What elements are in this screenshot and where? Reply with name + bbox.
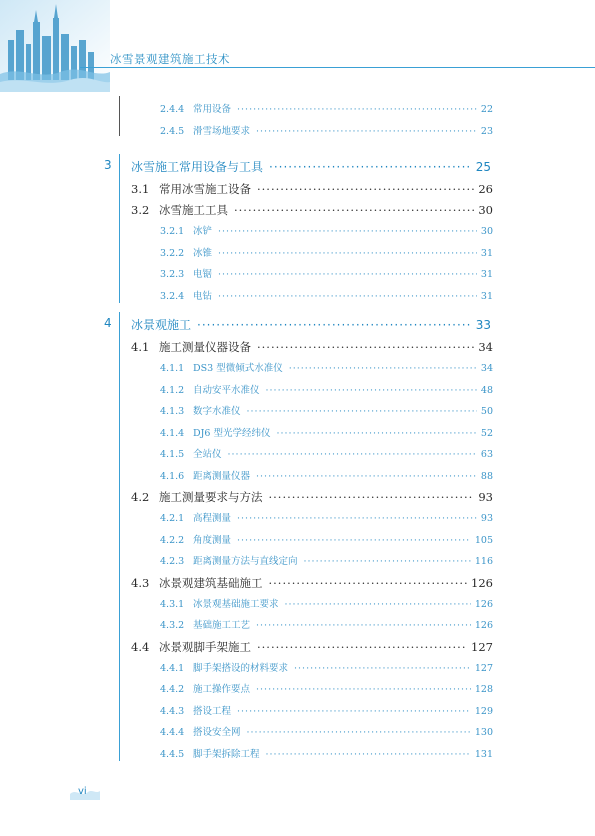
entry-number: 4.1.2 xyxy=(160,384,185,396)
chapter-page: 33 xyxy=(475,318,491,332)
toc-subsection-entry[interactable] xyxy=(160,724,493,738)
dot-leader xyxy=(234,203,474,217)
chapter-bar xyxy=(119,312,120,761)
entry-title: 搭设安全网 xyxy=(193,727,241,738)
toc-subsection-entry[interactable] xyxy=(160,596,493,610)
book-title: 冰雪景观建筑施工技术 xyxy=(110,52,230,66)
entry-number: 2.4.5 xyxy=(160,125,185,137)
entry-page: 105 xyxy=(474,534,493,546)
entry-number: 4.2.1 xyxy=(160,513,185,524)
entry-title: 滑雪场地要求 xyxy=(193,125,251,137)
dot-leader xyxy=(247,727,471,738)
toc-subsection-entry[interactable] xyxy=(160,288,493,302)
entry-number: 4.4.3 xyxy=(160,705,185,717)
entry-page: 126 xyxy=(471,575,493,590)
dot-leader xyxy=(228,449,477,460)
dot-leader xyxy=(294,663,471,674)
dot-leader xyxy=(266,385,477,396)
entry-page: 129 xyxy=(474,705,493,717)
entry-page: 31 xyxy=(480,290,493,302)
entry-page: 128 xyxy=(474,684,493,695)
entry-page: 30 xyxy=(480,226,493,237)
toc-subsection-entry[interactable] xyxy=(160,245,493,259)
entry-title: 冰铲 xyxy=(193,226,213,237)
dot-leader xyxy=(218,248,477,259)
entry-page: 130 xyxy=(474,727,493,738)
dot-leader xyxy=(269,490,475,504)
chapter-number: 4 xyxy=(104,316,112,330)
entry-title: 施工测量仪器设备 xyxy=(159,340,251,354)
toc-subsection-entry[interactable] xyxy=(160,703,493,717)
entry-title: 冰景观脚手架施工 xyxy=(159,639,251,654)
entry-page: 48 xyxy=(480,384,493,396)
entry-number: 4.1.4 xyxy=(160,427,185,439)
entry-title: 冰锥 xyxy=(193,247,213,259)
entry-number: 2.4.4 xyxy=(160,104,185,115)
dot-leader xyxy=(218,226,477,237)
entry-title: 数字水准仪 xyxy=(193,406,241,417)
dot-leader xyxy=(237,535,471,546)
entry-number: 4.1 xyxy=(131,340,150,354)
toc-section-entry[interactable] xyxy=(131,181,493,197)
entry-number: 4.1.5 xyxy=(160,449,185,460)
dot-leader xyxy=(257,182,474,196)
entry-page: 127 xyxy=(471,639,493,654)
entry-number: 4.1.3 xyxy=(160,406,185,417)
entry-number: 3.2 xyxy=(131,203,150,217)
entry-page: 126 xyxy=(474,620,493,631)
page-number: vi xyxy=(78,786,87,797)
toc-subsection-entry[interactable] xyxy=(160,360,493,374)
dot-leader xyxy=(269,160,472,174)
entry-title: 全站仪 xyxy=(193,449,222,460)
entry-title: 脚手架搭设的材料要求 xyxy=(193,662,289,674)
entry-number: 4.1.6 xyxy=(160,470,185,482)
entry-page: 126 xyxy=(474,598,493,610)
dot-leader xyxy=(269,576,468,590)
dot-leader xyxy=(218,269,477,280)
toc-subsection-entry[interactable] xyxy=(160,266,493,280)
entry-title: 施工操作要点 xyxy=(193,684,251,695)
entry-title: 距离测量方法与直线定向 xyxy=(193,556,298,567)
toc-section-entry[interactable] xyxy=(131,339,493,355)
continuation-bar xyxy=(119,96,120,136)
toc-subsection-entry[interactable] xyxy=(160,660,493,674)
toc-section-entry[interactable] xyxy=(131,489,493,505)
entry-title: 冰雪施工工具 xyxy=(159,203,228,217)
dot-leader xyxy=(256,620,471,631)
entry-number: 4.4.4 xyxy=(160,727,185,738)
entry-number: 4.4 xyxy=(131,639,150,654)
dot-leader xyxy=(218,291,477,302)
toc-subsection-entry[interactable] xyxy=(160,123,493,137)
entry-number: 4.1.1 xyxy=(160,363,185,374)
entry-page: 52 xyxy=(480,427,493,439)
entry-title: 常用设备 xyxy=(193,104,232,115)
entry-title: 自动安平水准仪 xyxy=(193,384,260,396)
dot-leader xyxy=(257,640,467,654)
toc-section-entry[interactable] xyxy=(131,639,493,655)
entry-title: 搭设工程 xyxy=(193,705,232,717)
entry-page: 116 xyxy=(474,556,493,567)
entry-title: 电钻 xyxy=(193,290,213,302)
entry-number: 3.1 xyxy=(131,182,150,196)
toc-subsection-entry[interactable] xyxy=(160,510,493,524)
entry-number: 3.2.4 xyxy=(160,290,185,302)
entry-page: 88 xyxy=(480,470,493,482)
dot-leader xyxy=(256,126,477,137)
entry-number: 3.2.3 xyxy=(160,269,185,280)
toc-subsection-entry[interactable] xyxy=(160,468,493,482)
toc-section-entry[interactable] xyxy=(131,575,493,591)
entry-page: 34 xyxy=(480,363,493,374)
entry-number: 4.2 xyxy=(131,490,150,504)
entry-number: 3.2.1 xyxy=(160,226,185,237)
dot-leader xyxy=(266,749,471,760)
toc-subsection-entry[interactable] xyxy=(160,617,493,631)
toc-subsection-entry[interactable] xyxy=(160,403,493,417)
entry-title: 常用冰雪施工设备 xyxy=(159,182,251,196)
chapter-bar xyxy=(119,154,120,303)
entry-number: 4.4.2 xyxy=(160,684,185,695)
entry-page: 93 xyxy=(480,513,493,524)
entry-page: 31 xyxy=(480,269,493,280)
entry-page: 26 xyxy=(478,182,493,196)
chapter-number: 3 xyxy=(104,158,112,172)
toc-subsection-entry[interactable] xyxy=(160,101,493,115)
dot-leader xyxy=(237,513,477,524)
entry-title: 角度测量 xyxy=(193,534,232,546)
entry-title: 高程测量 xyxy=(193,513,232,524)
toc-subsection-entry[interactable] xyxy=(160,681,493,695)
chapter-page: 25 xyxy=(475,160,491,174)
chapter-title: 冰雪施工常用设备与工具 xyxy=(131,160,264,174)
entry-number: 3.2.2 xyxy=(160,247,185,259)
entry-number: 4.4.1 xyxy=(160,662,185,674)
entry-page: 30 xyxy=(478,203,493,217)
dot-leader xyxy=(257,340,474,354)
entry-number: 4.3 xyxy=(131,575,150,590)
dot-leader xyxy=(256,471,477,482)
dot-leader xyxy=(197,318,472,332)
entry-page: 63 xyxy=(480,449,493,460)
toc-chapter-entry[interactable] xyxy=(131,158,491,175)
entry-page: 31 xyxy=(480,247,493,259)
toc-chapter-entry[interactable] xyxy=(131,316,491,333)
entry-title: DS3 型微倾式水准仪 xyxy=(193,363,283,374)
entry-title: 冰景观基础施工要求 xyxy=(193,598,279,610)
dot-leader xyxy=(285,599,471,610)
dot-leader xyxy=(247,406,477,417)
toc-subsection-entry[interactable] xyxy=(160,746,493,760)
dot-leader xyxy=(289,363,477,374)
toc-subsection-entry[interactable] xyxy=(160,532,493,546)
entry-page: 50 xyxy=(480,406,493,417)
entry-title: 基础施工工艺 xyxy=(193,620,251,631)
entry-page: 34 xyxy=(478,340,493,354)
dot-leader xyxy=(304,556,471,567)
dot-leader xyxy=(237,706,471,717)
toc-subsection-entry[interactable] xyxy=(160,425,493,439)
entry-number: 4.3.1 xyxy=(160,598,185,610)
toc-subsection-entry[interactable] xyxy=(160,446,493,460)
dot-leader xyxy=(237,104,477,115)
entry-title: 距离测量仪器 xyxy=(193,470,251,482)
entry-title: DJ6 型光学经纬仪 xyxy=(193,427,271,439)
entry-page: 127 xyxy=(474,662,493,674)
chapter-title: 冰景观施工 xyxy=(131,318,192,332)
toc-subsection-entry[interactable] xyxy=(160,223,493,237)
entry-page: 22 xyxy=(480,104,493,115)
dot-leader xyxy=(277,428,477,439)
entry-title: 电锯 xyxy=(193,269,213,280)
entry-number: 4.4.5 xyxy=(160,748,185,760)
entry-page: 23 xyxy=(480,125,493,137)
toc-subsection-entry[interactable] xyxy=(160,553,493,567)
entry-page: 131 xyxy=(474,748,493,760)
toc-section-entry[interactable] xyxy=(131,202,493,218)
dot-leader xyxy=(256,684,471,695)
entry-number: 4.2.2 xyxy=(160,534,185,546)
toc-subsection-entry[interactable] xyxy=(160,382,493,396)
entry-number: 4.3.2 xyxy=(160,620,185,631)
entry-title: 脚手架拆除工程 xyxy=(193,748,260,760)
entry-number: 4.2.3 xyxy=(160,556,185,567)
entry-page: 93 xyxy=(478,490,493,504)
entry-title: 冰景观建筑基础施工 xyxy=(159,575,263,590)
entry-title: 施工测量要求与方法 xyxy=(159,490,263,504)
